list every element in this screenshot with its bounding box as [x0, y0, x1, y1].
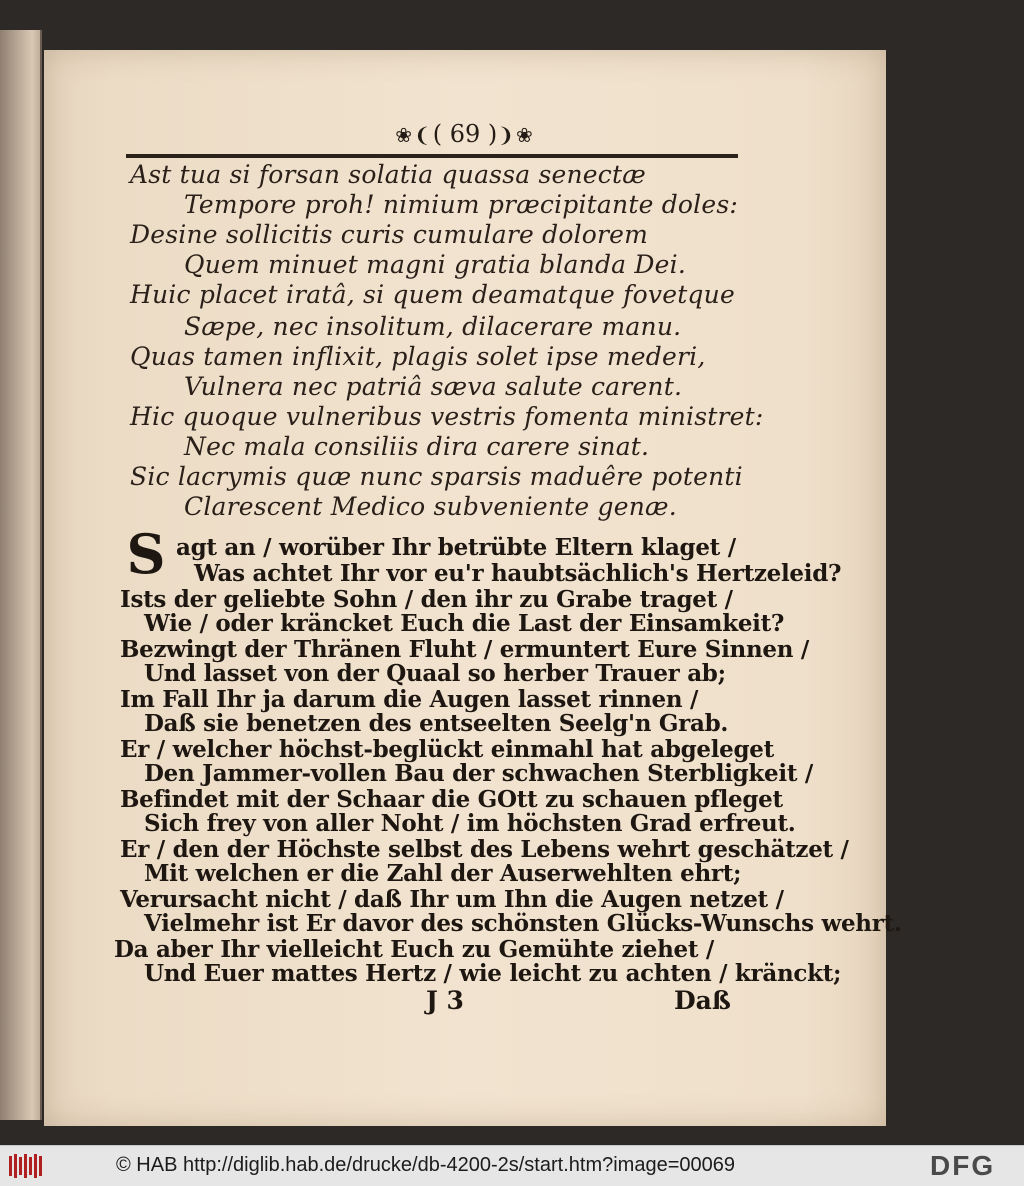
german-line: Sich frey von aller Noht / im höchsten Grad erfreut.	[144, 810, 796, 837]
latin-line: Sic lacrymis quæ nunc sparsis maduêre potenti	[130, 462, 743, 491]
german-line: Mit welchen er die Zahl der Auserwehlten ehrt;	[144, 860, 742, 887]
previous-page-edge	[0, 30, 42, 1120]
german-line: Er / den der Höchste selbst des Lebens wehrt geschätzet /	[120, 836, 849, 863]
german-line: Im Fall Ihr ja darum die Augen lasset rinnen /	[120, 686, 699, 713]
latin-line: Sæpe, nec insolitum, dilacerare manu.	[184, 312, 682, 341]
latin-line: Quem minuet magni gratia blanda Dei.	[184, 250, 686, 279]
copyright-link[interactable]: © HAB http://diglib.hab.de/drucke/db-4200-2s/start.htm?image=00069	[116, 1154, 735, 1176]
german-line: Was achtet Ihr vor eu'r haubtsächlich's Hertzeleid?	[194, 560, 842, 587]
book-page	[44, 50, 902, 1126]
german-line: Ists der geliebte Sohn / den ihr zu Grabe traget /	[120, 586, 733, 613]
left-ornament-icon: ❀❨	[395, 123, 433, 147]
latin-line: Nec mala consiliis dira carere sinat.	[184, 432, 650, 461]
latin-line: Clarescent Medico subveniente genæ.	[184, 492, 677, 521]
latin-line: Ast tua si forsan solatia quassa senectæ	[130, 160, 646, 189]
latin-line: Vulnera nec patriâ sæva salute carent.	[184, 372, 683, 401]
dfg-logo: DFG	[930, 1150, 996, 1181]
latin-line: Tempore proh! nimium præcipitante doles:	[184, 190, 739, 219]
german-line: Den Jammer-vollen Bau der schwachen Sterbligkeit /	[144, 760, 813, 787]
german-line: Daß sie benetzen des entseelten Seelg'n Grab.	[144, 710, 729, 737]
header-rule	[126, 154, 738, 158]
german-line: Wie / oder kräncket Euch die Last der Einsamkeit?	[144, 610, 785, 637]
german-line: Und lasset von der Quaal so herber Trauer ab;	[144, 660, 726, 687]
german-line: Da aber Ihr vielleicht Euch zu Gemühte ziehet /	[114, 936, 714, 963]
german-line: Verursacht nicht / daß Ihr um Ihn die Augen netzet /	[120, 886, 784, 913]
right-ornament-icon: ❩❀	[497, 123, 535, 147]
german-line: Er / welcher höchst-beglückt einmahl hat abgeleget	[120, 736, 774, 763]
latin-line: Huic placet iratâ, si quem deamatque fovetque	[130, 280, 735, 309]
page-number: ( 69 )	[432, 120, 498, 148]
latin-line: Quas tamen inflixit, plagis solet ipse mederi,	[130, 342, 706, 371]
german-line: Und Euer mattes Hertz / wie leicht zu achten / kränckt;	[144, 960, 842, 987]
drop-initial: S	[126, 522, 166, 586]
catchword: Daß	[674, 986, 731, 1015]
signature-mark: J 3	[426, 986, 464, 1015]
latin-line: Hic quoque vulneribus vestris fomenta ministret:	[130, 402, 764, 431]
german-line: Vielmehr ist Er davor des schönsten Glücks-Wunschs wehrt.	[144, 910, 902, 937]
german-line: Bezwingt der Thränen Fluht / ermuntert Eure Sinnen /	[120, 636, 809, 663]
footer-bar	[0, 1145, 1024, 1186]
hab-logo-icon	[6, 1152, 48, 1180]
german-line: Befindet mit der Schaar die GOtt zu schauen pfleget	[120, 786, 783, 813]
german-line: agt an / worüber Ihr betrübte Eltern klaget /	[176, 534, 736, 561]
latin-line: Desine sollicitis curis cumulare dolorem	[130, 220, 649, 249]
page-header	[44, 120, 886, 148]
